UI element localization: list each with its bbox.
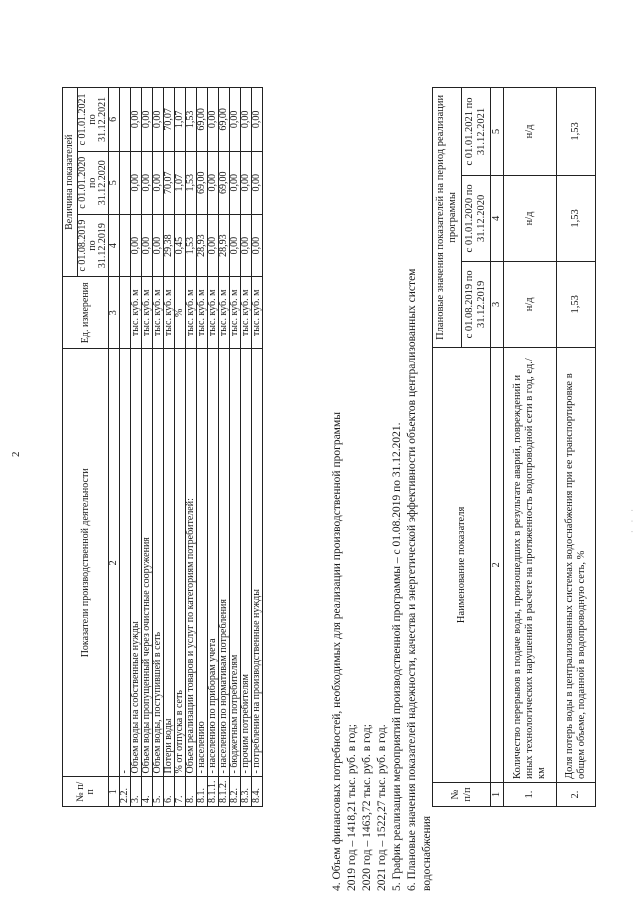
row-unit: тыс. куб. м — [142, 277, 153, 349]
row-name: - населению по нормативам потребления — [219, 349, 230, 777]
colnum: 5 — [491, 88, 504, 176]
row-value-2021: 0,00 — [131, 88, 142, 152]
row-value-2019: н/д — [504, 261, 557, 347]
row-num: 8.1.1. — [208, 777, 219, 807]
row-value-2020: 0,00 — [230, 151, 241, 214]
note-financial-needs: 4. Объем финансовых потребностей, необходимых для реализации производственной программы — [331, 412, 343, 891]
row-value-2020: н/д — [504, 175, 557, 261]
row-num: 8.1.2. — [219, 777, 230, 807]
note-year-2019: 2019 год – 1418,21 тыс. руб. в год; — [346, 724, 358, 891]
row-value-2019: 0,00 — [230, 214, 241, 277]
note-planned-values: 6. Плановые значения показателей надежности, качества и энергетической эффективности объектов централизованных систем — [406, 268, 418, 891]
row-unit: тыс. куб. м — [241, 277, 252, 349]
row-unit: тыс. куб. м — [252, 277, 263, 349]
row-num: 7. — [175, 777, 186, 807]
table-row — [186, 88, 197, 807]
row-name: Количество перерывов в подаче воды, произошедших в результате аварий, повреждений и иных технологических нарушений в расчете на протяженность водопроводной сети в год, ед./км — [504, 347, 557, 782]
production-indicators-table — [62, 87, 263, 807]
row-unit — [120, 277, 131, 349]
row-name: - потребление на производственные нужды — [252, 349, 263, 777]
row-value-2019: 0,00 — [131, 214, 142, 277]
table-row — [164, 88, 175, 807]
header-indicator: Наименование показателя — [433, 347, 491, 782]
row-value-2020: 0,00 — [241, 151, 252, 214]
bottom-marks: · · · — [628, 506, 637, 533]
row-value-2019: 1,53 — [186, 214, 197, 277]
note-planned-values-cont: водоснабжения — [421, 815, 433, 891]
column-number-row — [109, 88, 120, 807]
row-value-2021: 0,00 — [230, 88, 241, 152]
row-value-2019 — [120, 214, 131, 277]
header-period-2019: с 01.08.2019 по 31.12.2019 — [462, 261, 491, 347]
row-name: Объем воды пропущенный через очистные сооружения — [142, 349, 153, 777]
header-values-group: Плановые значения показателей на период реализации программы — [433, 88, 462, 348]
row-num: 1. — [504, 783, 557, 807]
colnum: 4 — [109, 214, 120, 277]
row-unit: тыс. куб. м — [153, 277, 164, 349]
colnum: 3 — [491, 261, 504, 347]
row-name: Объем реализации товаров и услуг по категориям потребителей: — [186, 349, 197, 777]
row-value-2021: 1,07 — [175, 88, 186, 152]
colnum: 1 — [491, 783, 504, 807]
colnum: 3 — [109, 277, 120, 349]
header-period-2021: с 01.01.2021 по 31.12.2021 — [78, 88, 109, 152]
table-row — [219, 88, 230, 807]
row-value-2021: 0,00 — [153, 88, 164, 152]
row-name: - населению — [197, 349, 208, 777]
row-value-2021: 1,53 — [186, 88, 197, 152]
row-value-2020: 69,00 — [219, 151, 230, 214]
note-schedule: 5. График реализации мероприятий производственной программы – с 01.08.2019 по 31.12.2021. — [391, 422, 403, 891]
header-period-2021: с 01.01.2021 по 31.12.2021 — [462, 88, 491, 176]
row-num: 2. — [557, 783, 596, 807]
row-unit: % — [175, 277, 186, 349]
header-unit: Ед. измерения — [63, 277, 109, 349]
row-num: 8.4. — [252, 777, 263, 807]
row-num: 8.2. — [230, 777, 241, 807]
row-value-2019: 0,00 — [153, 214, 164, 277]
row-value-2021: 0,00 — [142, 88, 153, 152]
table-row — [197, 88, 208, 807]
colnum: 4 — [491, 175, 504, 261]
row-value-2021: 0,00 — [208, 88, 219, 152]
table-header-row — [63, 88, 78, 807]
row-value-2019: 0,00 — [252, 214, 263, 277]
row-value-2021: 70,07 — [164, 88, 175, 152]
row-num: 8.1. — [197, 777, 208, 807]
row-unit: тыс. куб. м — [186, 277, 197, 349]
row-unit: тыс. куб. м — [208, 277, 219, 349]
row-num: 2.2. — [120, 777, 131, 807]
note-year-2021: 2021 год – 1522,27 тыс. руб. в год. — [376, 724, 388, 891]
row-name: - населению по приборам учета — [208, 349, 219, 777]
header-period-2020: с 01.01.2020 по 31.12.2020 — [462, 175, 491, 261]
row-value-2019: 28,93 — [197, 214, 208, 277]
header-indicator: Показатели производственной деятельности — [63, 349, 109, 777]
table-row — [142, 88, 153, 807]
notes-section — [330, 11, 435, 891]
row-value-2019: 0,00 — [208, 214, 219, 277]
column-number-row — [491, 88, 504, 807]
row-value-2019: 0,00 — [142, 214, 153, 277]
page-number: 2 — [10, 451, 22, 457]
row-name: Объем воды на собственные нужды — [131, 349, 142, 777]
row-value-2020: 1,53 — [557, 175, 596, 261]
row-value-2020: 69,00 — [197, 151, 208, 214]
row-num: 6. — [164, 777, 175, 807]
row-value-2020 — [120, 151, 131, 214]
row-value-2020: 0,00 — [142, 151, 153, 214]
row-value-2020: 0,00 — [252, 151, 263, 214]
row-value-2021: 69,00 — [219, 88, 230, 152]
row-num: 3. — [131, 777, 142, 807]
row-num: 8.3. — [241, 777, 252, 807]
row-name: % от отпуска в сеть — [175, 349, 186, 777]
header-values-group: Величина показателей — [63, 88, 78, 277]
planned-indicators-table — [432, 87, 596, 807]
row-num: 4. — [142, 777, 153, 807]
row-value-2020: 70,07 — [164, 151, 175, 214]
colnum: 1 — [109, 777, 120, 807]
header-num: № п/п — [433, 783, 491, 807]
table-row — [252, 88, 263, 807]
row-value-2019: 1,53 — [557, 261, 596, 347]
colnum: 2 — [491, 347, 504, 782]
colnum: 5 — [109, 151, 120, 214]
row-value-2021: 0,00 — [252, 88, 263, 152]
note-year-2020: 2020 год – 1463,72 тыс. руб. в год; — [361, 724, 373, 891]
table-row — [241, 88, 252, 807]
row-name: - прочим потребителям — [241, 349, 252, 777]
table-row — [557, 88, 596, 807]
row-value-2021: н/д — [504, 88, 557, 176]
row-name: Потери воды — [164, 349, 175, 777]
row-value-2021: 69,00 — [197, 88, 208, 152]
row-unit: тыс. куб. м — [164, 277, 175, 349]
row-unit: тыс. куб. м — [131, 277, 142, 349]
row-value-2020: 0,00 — [153, 151, 164, 214]
colnum: 2 — [109, 349, 120, 777]
row-value-2021: 0,00 — [241, 88, 252, 152]
row-num: 8. — [186, 777, 197, 807]
row-unit: тыс. куб. м — [219, 277, 230, 349]
table-row — [175, 88, 186, 807]
row-name: Доля потерь воды в централизованных системах водоснабжения при ее транспортировке в общем объеме, поданной в водопроводную сеть, % — [557, 347, 596, 782]
table-row — [208, 88, 219, 807]
row-name: - — [120, 349, 131, 777]
row-value-2021 — [120, 88, 131, 152]
table-row — [153, 88, 164, 807]
row-name: - бюджетным потребителям — [230, 349, 241, 777]
row-unit: тыс. куб. м — [197, 277, 208, 349]
row-value-2020: 1,53 — [186, 151, 197, 214]
header-period-2019: с 01.08.2019 по 31.12.2019 — [78, 214, 109, 277]
table-row — [504, 88, 557, 807]
row-unit: тыс. куб. м — [230, 277, 241, 349]
row-name: Объем воды, поступившей в сеть — [153, 349, 164, 777]
row-value-2019: 29,38 — [164, 214, 175, 277]
row-value-2019: 0,45 — [175, 214, 186, 277]
row-value-2020: 1,07 — [175, 151, 186, 214]
row-value-2020: 0,00 — [131, 151, 142, 214]
header-period-2020: с 01.01.2020 по 31.12.2020 — [78, 151, 109, 214]
row-value-2020: 0,00 — [208, 151, 219, 214]
row-value-2019: 28,93 — [219, 214, 230, 277]
colnum: 6 — [109, 88, 120, 152]
table-row — [120, 88, 131, 807]
row-num: 5. — [153, 777, 164, 807]
table-row — [131, 88, 142, 807]
table-row — [230, 88, 241, 807]
row-value-2021: 1,53 — [557, 88, 596, 176]
row-value-2019: 0,00 — [241, 214, 252, 277]
header-num: № п/п — [63, 777, 109, 807]
table-header-row — [433, 88, 462, 807]
